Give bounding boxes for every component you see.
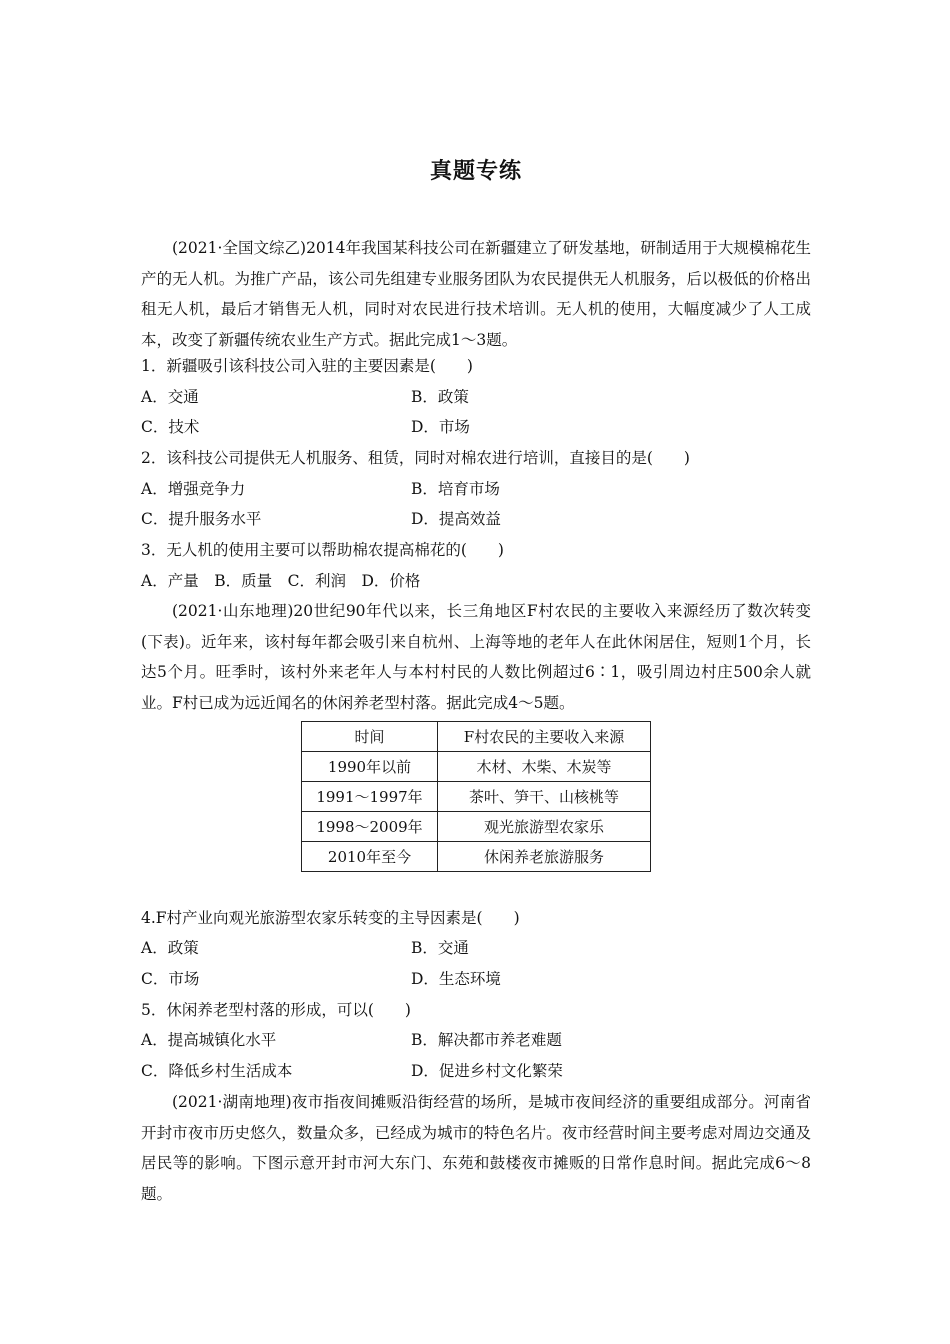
question-1-option-b: B．政策 [411, 388, 469, 406]
passage-1: (2021·全国文综乙)2014年我国某科技公司在新疆建立了研发基地，研制适用于大规模棉花生产的无人机。为推广产品，该公司先组建专业服务团队为农民提供无人机服务，后以极低的价格出租无人机，最后才销售无人机，同时对农民进行技术培训。无人机的使用，大幅度减少了人工成本，改变了新疆传统农业生产方式。据此完成1～3题。 [141, 239, 811, 350]
passage-2: (2021·山东地理)20世纪90年代以来，长三角地区F村农民的主要收入来源经历了数次转变(下表)。近年来，该村每年都会吸引来自杭州、上海等地的老年人在此休闲居住，短则1个月，长达5个月。旺季时，该村外来老年人与本村村民的人数比例超过6∶1，吸引周边村庄500余人就业。F村已成为远近闻名的休闲养老型村落。据此完成4～5题。 [141, 602, 811, 713]
table-cell: 休闲养老旅游服务 [438, 842, 651, 872]
question-2-stem: 2．该科技公司提供无人机服务、租赁，同时对棉农进行培训，直接目的是( ) [141, 449, 690, 467]
question-4-option-b: B．交通 [411, 939, 469, 957]
table-header-cell: F村农民的主要收入来源 [438, 722, 651, 752]
table-row [302, 812, 651, 842]
question-3-options: A．产量 B．质量 C．利润 D．价格 [141, 572, 421, 590]
question-1-option-c: C．技术 [141, 418, 200, 436]
page-title: 真题专练 [429, 158, 522, 184]
question-1-option-a: A．交通 [141, 388, 199, 406]
table-cell: 茶叶、笋干、山核桃等 [438, 782, 651, 812]
income-source-table [301, 721, 651, 872]
question-2-option-d: D．提高效益 [411, 510, 501, 528]
question-5-option-c: C．降低乡村生活成本 [141, 1062, 293, 1080]
passage-3: (2021·湖南地理)夜市指夜间摊贩沿街经营的场所，是城市夜间经济的重要组成部分。河南省开封市夜市历史悠久，数量众多，已经成为城市的特色名片。夜市经营时间主要考虑对周边交通及居民等的影响。下图示意开封市河大东门、东苑和鼓楼夜市摊贩的日常作息时间。据此完成6～8题。 [141, 1093, 811, 1204]
question-2-option-b: B．培育市场 [411, 480, 500, 498]
question-5-option-a: A．提高城镇化水平 [141, 1031, 277, 1049]
question-4-option-a: A．政策 [141, 939, 199, 957]
question-1-stem: 1．新疆吸引该科技公司入驻的主要因素是( ) [141, 357, 473, 375]
question-4-option-c: C．市场 [141, 970, 200, 988]
question-5-stem: 5．休闲养老型村落的形成，可以( ) [141, 1001, 411, 1019]
table-cell: 2010年至今 [302, 842, 438, 872]
table-cell: 1998～2009年 [302, 812, 438, 842]
table-row [302, 842, 651, 872]
table-row [302, 782, 651, 812]
question-2-option-a: A．增强竞争力 [141, 480, 246, 498]
question-5-option-b: B．解决都市养老难题 [411, 1031, 562, 1049]
table-row [302, 752, 651, 782]
table-header-cell: 时间 [302, 722, 438, 752]
table-header-row [302, 722, 651, 752]
question-1-option-d: D．市场 [411, 418, 470, 436]
table-cell: 观光旅游型农家乐 [438, 812, 651, 842]
question-3-stem: 3．无人机的使用主要可以帮助棉农提高棉花的( ) [141, 541, 504, 559]
question-2-option-c: C．提升服务水平 [141, 510, 262, 528]
table-cell: 1991～1997年 [302, 782, 438, 812]
table-cell: 1990年以前 [302, 752, 438, 782]
question-4-option-d: D．生态环境 [411, 970, 501, 988]
question-5-option-d: D．促进乡村文化繁荣 [411, 1062, 563, 1080]
question-4-stem: 4.F村产业向观光旅游型农家乐转变的主导因素是( ) [141, 909, 520, 927]
table-cell: 木材、木柴、木炭等 [438, 752, 651, 782]
